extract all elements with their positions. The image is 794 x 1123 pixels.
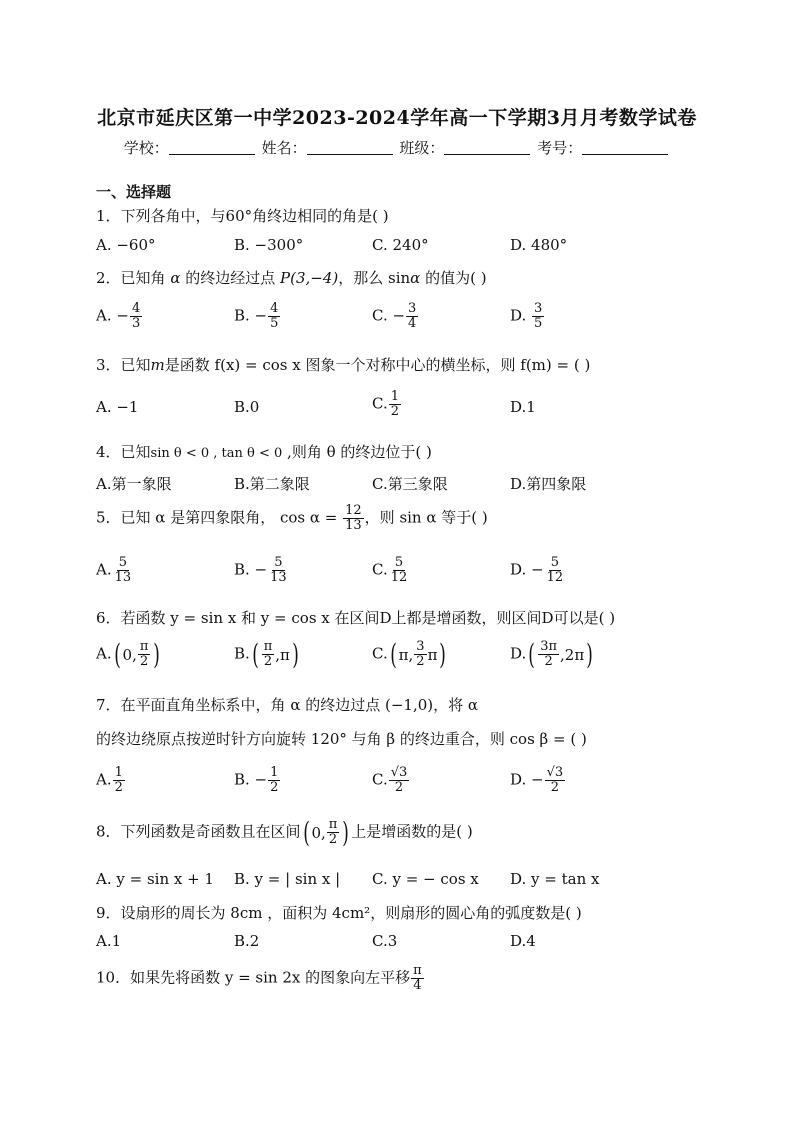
q2-option-c: C. − $\frac{3}{4}$ — [372, 301, 417, 331]
q1-option-a: A. −60° — [96, 236, 156, 254]
question-7-line-2: 的终边绕原点按逆时针方向旋转 120° 与角 β 的终边重合，则 cos β = ( ) — [96, 730, 587, 748]
q2-text-2: 的终边经过点 — [180, 269, 280, 287]
class-blank[interactable] — [444, 140, 530, 155]
q2-text-4: 的值为( ) — [420, 269, 487, 287]
q4-option-d: D.第四象限 — [510, 475, 587, 493]
question-4: 4．已知sin θ < 0 , tan θ < 0 ,则角 θ 的终边位于( ) — [96, 443, 432, 461]
question-3: 3．已知m是函数 f(x) = cos x 图象一个对称中心的横坐标，则 f(m) = ( ) — [96, 356, 591, 374]
q8-option-c: C. y = − cos x — [372, 870, 479, 888]
q9-option-d: D.4 — [510, 932, 536, 950]
q3-option-c: C. $\frac{1}{2}$ — [372, 389, 399, 419]
question-2: 2．已知角 α 的终边经过点 P(3,−4)，那么 sinα 的值为( ) — [96, 269, 487, 287]
q2-text-1: 2．已知角 — [96, 269, 171, 287]
q3-option-b: B.0 — [234, 398, 260, 416]
school-label: 学校： — [123, 139, 169, 157]
class-label: 班级： — [399, 139, 445, 157]
q5-option-d: D. − $\frac{5}{12}$ — [510, 555, 564, 585]
q4-option-a: A.第一象限 — [96, 475, 172, 493]
student-info-row — [0, 137, 794, 158]
q5-option-a: A. $\frac{5}{13}$ — [96, 555, 132, 585]
q6-option-d: D. ( $\frac{3\pi}{2}$ ,2π ) — [510, 637, 593, 671]
question-7-line-1: 7．在平面直角坐标系中，角 α 的终边过点 (−1,0)，将 α — [96, 696, 479, 714]
q8-option-d: D. y = tan x — [510, 870, 600, 888]
school-blank[interactable] — [169, 140, 255, 155]
q1-option-d: D. 480° — [510, 236, 568, 254]
q5-option-c: C. $\frac{5}{12}$ — [372, 555, 408, 585]
q3-option-d: D.1 — [510, 398, 536, 416]
q2-point: P(3,−4) — [280, 269, 339, 287]
q9-option-c: C.3 — [372, 932, 398, 950]
q6-option-c: C. ( π, $\frac{3}{2}$ π ) — [372, 637, 447, 671]
name-blank[interactable] — [307, 140, 393, 155]
question-6: 6．若函数 y = sin x 和 y = cos x 在区间D上都是增函数，则区间D可以是( ) — [96, 609, 616, 627]
q2-option-a: A. − $\frac{4}{3}$ — [96, 301, 141, 331]
question-10: 10．如果先将函数 y = sin 2x 的图象向左平移 $\frac{\pi}{4}$ — [96, 963, 422, 993]
id-blank[interactable] — [582, 140, 668, 155]
q8-option-b: B. y = | sin x | — [234, 870, 341, 888]
q7-option-a: A. $\frac{1}{2}$ — [96, 765, 123, 795]
q2-text-3: ，那么 sin — [338, 269, 411, 287]
q5-option-b: B. − $\frac{5}{13}$ — [234, 555, 287, 585]
exam-title: 北京市延庆区第一中学2023-2024学年高一下学期3月月考数学试卷 — [97, 107, 697, 129]
q9-option-a: A.1 — [96, 932, 122, 950]
q7-option-d: D. − $\frac{√3}{2}$ — [510, 765, 564, 795]
q9-option-b: B.2 — [234, 932, 260, 950]
q2-option-b: B. − $\frac{4}{5}$ — [234, 301, 279, 331]
q3-option-a: A. −1 — [96, 398, 139, 416]
q1-option-c: C. 240° — [372, 236, 429, 254]
question-1: 1．下列各角中，与60°角终边相同的角是( ) — [96, 207, 389, 225]
question-5: 5．已知 α 是第四象限角， cos α = $\frac{12}{13}$ ，则 sin α 等于( ) — [96, 503, 488, 533]
question-9: 9．设扇形的周长为 8cm ，面积为 4cm²，则扇形的圆心角的弧度数是( ) — [96, 904, 582, 922]
q2-option-d: D. $\frac{3}{5}$ — [510, 301, 543, 331]
q6-option-b: B. ( $\frac{\pi}{2}$ ,π ) — [234, 637, 299, 671]
q1-option-b: B. −300° — [234, 236, 304, 254]
q6-option-a: A. ( 0, $\frac{\pi}{2}$ ) — [96, 637, 161, 671]
q7-option-b: B. − $\frac{1}{2}$ — [234, 765, 279, 795]
name-label: 姓名： — [261, 139, 307, 157]
id-label: 考号： — [537, 139, 583, 157]
q8-option-a: A. y = sin x + 1 — [96, 870, 214, 888]
q7-option-c: C. $\frac{√3}{2}$ — [372, 765, 408, 795]
q4-option-b: B.第二象限 — [234, 475, 310, 493]
section-heading: 一、选择题 — [96, 183, 172, 201]
question-8: 8．下列函数是奇函数且在区间 ( 0, $\frac{\pi}{2}$ ) 上是增函数的是( ) — [96, 815, 473, 849]
q4-option-c: C.第三象限 — [372, 475, 448, 493]
